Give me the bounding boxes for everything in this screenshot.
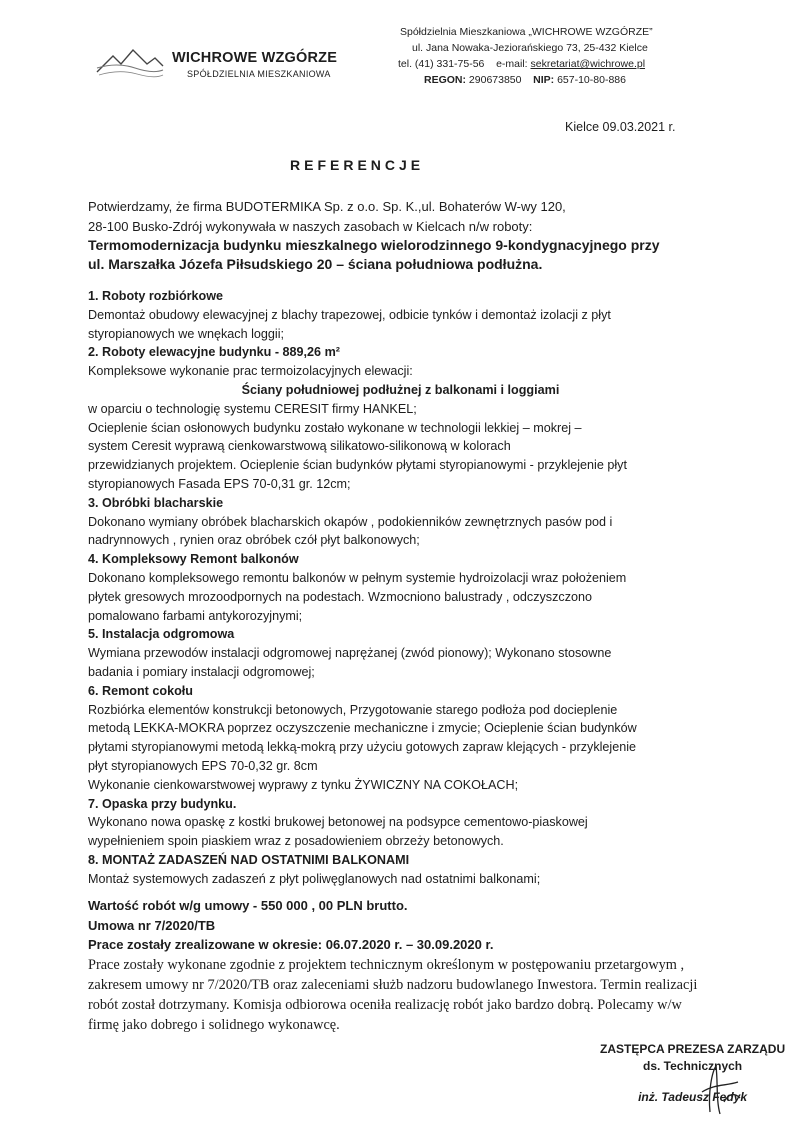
section-heading: 5. Instalacja odgromowa [88, 627, 235, 642]
signatory-role: ZASTĘPCA PREZESA ZARZĄDU [600, 1042, 786, 1056]
section-line: metodą LEKKA-MOKRA poprzez oczyszczenie mechaniczne i zmycie; Ocieplenie ścian budynków [88, 721, 637, 736]
email-label: e-mail: [496, 58, 528, 70]
cooperative-logo-icon [95, 42, 165, 80]
brand-subtitle: SPÓŁDZIELNIA MIESZKANIOWA [187, 69, 331, 79]
section-line: płyt styropianowych EPS 70-0,32 gr. 8cm [88, 758, 318, 773]
works-list [88, 287, 713, 889]
letterhead-contact [398, 24, 653, 88]
section-heading: 8. MONTAŻ ZADASZEŃ NAD OSTATNIMI BALKONAMI [88, 852, 410, 867]
brand-name: WICHROWE WZGÓRZE [172, 50, 338, 66]
regon-value: 290673850 [468, 74, 522, 86]
subject-heading [88, 236, 728, 274]
section-line: system Ceresit wyprawą cienkowarstwową silikatowo-silikonową w kolorach [88, 439, 511, 454]
section-line: Rozbiórka elementów konstrukcji betonowych, Przygotowanie starego podłoża pod docieplenie [88, 702, 618, 717]
coop-address: ul. Jana Nowaka-Jeziorańskiego 73, 25-432 Kielce [412, 42, 648, 54]
section-line: Demontaż obudowy elewacyjnej z blachy trapezowej, odbicie tynków i demontaż izolacji z płyt [88, 307, 611, 322]
coop-registry-line [398, 72, 653, 88]
section-line: Wykonano nowa opaskę z kostki brukowej betonowej na podsypce cementowo-piaskowej [88, 815, 588, 830]
section-heading: 2. Roboty elewacyjne budynku - 889,26 m² [88, 345, 340, 360]
contract-number: Umowa nr 7/2020/TB [88, 917, 216, 933]
subject-line: Termomodernizacja budynku mieszkalnego wielorodzinnego 9-kondygnacyjnego przy [88, 237, 660, 253]
closing-paragraph: Prace zostały wykonane zgodnie z projektem technicznym określonym w postępowaniu przetargowym , zakresem umowy nr 7/2020/TB oraz zaleceniami służb nadzoru budowlanego Inwestora. Termin realizacji robót został dotrzymany. Komisja odbiorowa oceniła realizację robót jako bardzo dobrą. Polecamy w/w firmę jako dobrego i solidnego wykonawcę. [88, 957, 698, 1033]
section-line: Wymiana przewodów instalacji odgromowej naprężanej (zwód pionowy); Wykonano stosowne [88, 646, 612, 661]
intro-line: Potwierdzamy, że firma BUDOTERMIKA Sp. z o.o. Sp. K.,ul. Bohaterów W-wy 120, [88, 199, 566, 214]
signatory-name: inż. Tadeusz Fedyk [638, 1090, 748, 1104]
coop-contact-line [398, 56, 653, 72]
intro-line: 28-100 Busko-Zdrój wykonywała w naszych zasobach w Kielcach n/w roboty: [88, 219, 533, 234]
section-line: styropianowych Fasada EPS 70-0,31 gr. 12cm; [88, 476, 351, 491]
section-line: Wykonanie cienkowarstwowej wyprawy z tynku ŻYWICZNY NA COKOŁACH; [88, 777, 519, 792]
document-title: REFERENCJE [290, 157, 425, 173]
subject-line: ul. Marszałka Józefa Piłsudskiego 20 – ściana południowa podłużna. [88, 256, 543, 272]
coop-name: Spółdzielnia Mieszkaniowa „WICHROWE WZGÓRZE” [400, 26, 653, 38]
section-centered-line: Ściany południowej podłużnej z balkonami i loggiami [241, 382, 560, 397]
handwritten-signature-icon [680, 1062, 750, 1117]
section-line: pomalowano farbami antykorozyjnymi; [88, 608, 303, 623]
section-line: przewidzianych projektem. Ocieplenie ścian budynków płytami styropianowymi - przyklejenie płyt [88, 458, 627, 473]
nip-label: NIP: [533, 74, 555, 86]
section-heading: 1. Roboty rozbiórkowe [88, 289, 224, 303]
intro-paragraph [88, 197, 713, 237]
signatory-department: ds. Technicznych [642, 1059, 743, 1073]
section-line: wypełnieniem spoin piaskiem wraz z posadowieniem obrzeży betonowych. [88, 834, 504, 849]
coop-phone: tel. (41) 331-75-56 [398, 58, 485, 70]
section-line: styropianowych we wnękach loggii; [88, 326, 285, 341]
section-line: Dokonano kompleksowego remontu balkonów w pełnym systemie hydroizolacji wraz położeniem [88, 570, 627, 585]
section-line: Kompleksowe wykonanie prac termoizolacyjnych elewacji: [88, 364, 413, 379]
contract-period: Prace zostały zrealizowane w okresie: 06.07.2020 r. – 30.09.2020 r. [88, 937, 494, 952]
section-line: Ocieplenie ścian osłonowych budynku zostało wykonane w technologii lekkiej – mokrej – [88, 420, 582, 435]
section-line: płytek gresowych mrozoodpornych na podestach. Wzmocniono balustrady , odczyszczono [88, 589, 593, 604]
section-heading: 7. Opaska przy budynku. [88, 796, 237, 811]
section-line: w oparciu o technologię systemu CERESIT firmy HANKEL; [88, 401, 417, 416]
email-link[interactable]: sekretariat@wichrowe.pl [530, 58, 646, 70]
section-line: płytami styropianowymi metodą lekką-mokrą przy użyciu gotowych zapraw klejących - przyklejenie [88, 740, 637, 755]
nip-value: 657-10-80-886 [557, 74, 626, 86]
document-date: Kielce 09.03.2021 r. [565, 120, 676, 134]
section-line: Dokonano wymiany obróbek blacharskich okapów , podokienników zewnętrznych pasów pod i [88, 514, 613, 529]
section-heading: 3. Obróbki blacharskie [88, 495, 224, 510]
section-line: Montaż systemowych zadaszeń z płyt poliwęglanowych nad ostatnimi balkonami; [88, 871, 541, 886]
contract-summary [88, 896, 493, 955]
section-line: nadrynnowych , rynien oraz obróbek czół płyt balkonowych; [88, 533, 420, 548]
regon-label: REGON: [424, 74, 466, 86]
section-heading: 6. Remont cokołu [88, 683, 193, 698]
contract-value: Wartość robót w/g umowy - 550 000 , 00 PLN brutto. [88, 898, 408, 913]
section-line: badania i pomiary instalacji odgromowej; [88, 664, 315, 679]
section-heading: 4. Kompleksowy Remont balkonów [88, 552, 299, 567]
